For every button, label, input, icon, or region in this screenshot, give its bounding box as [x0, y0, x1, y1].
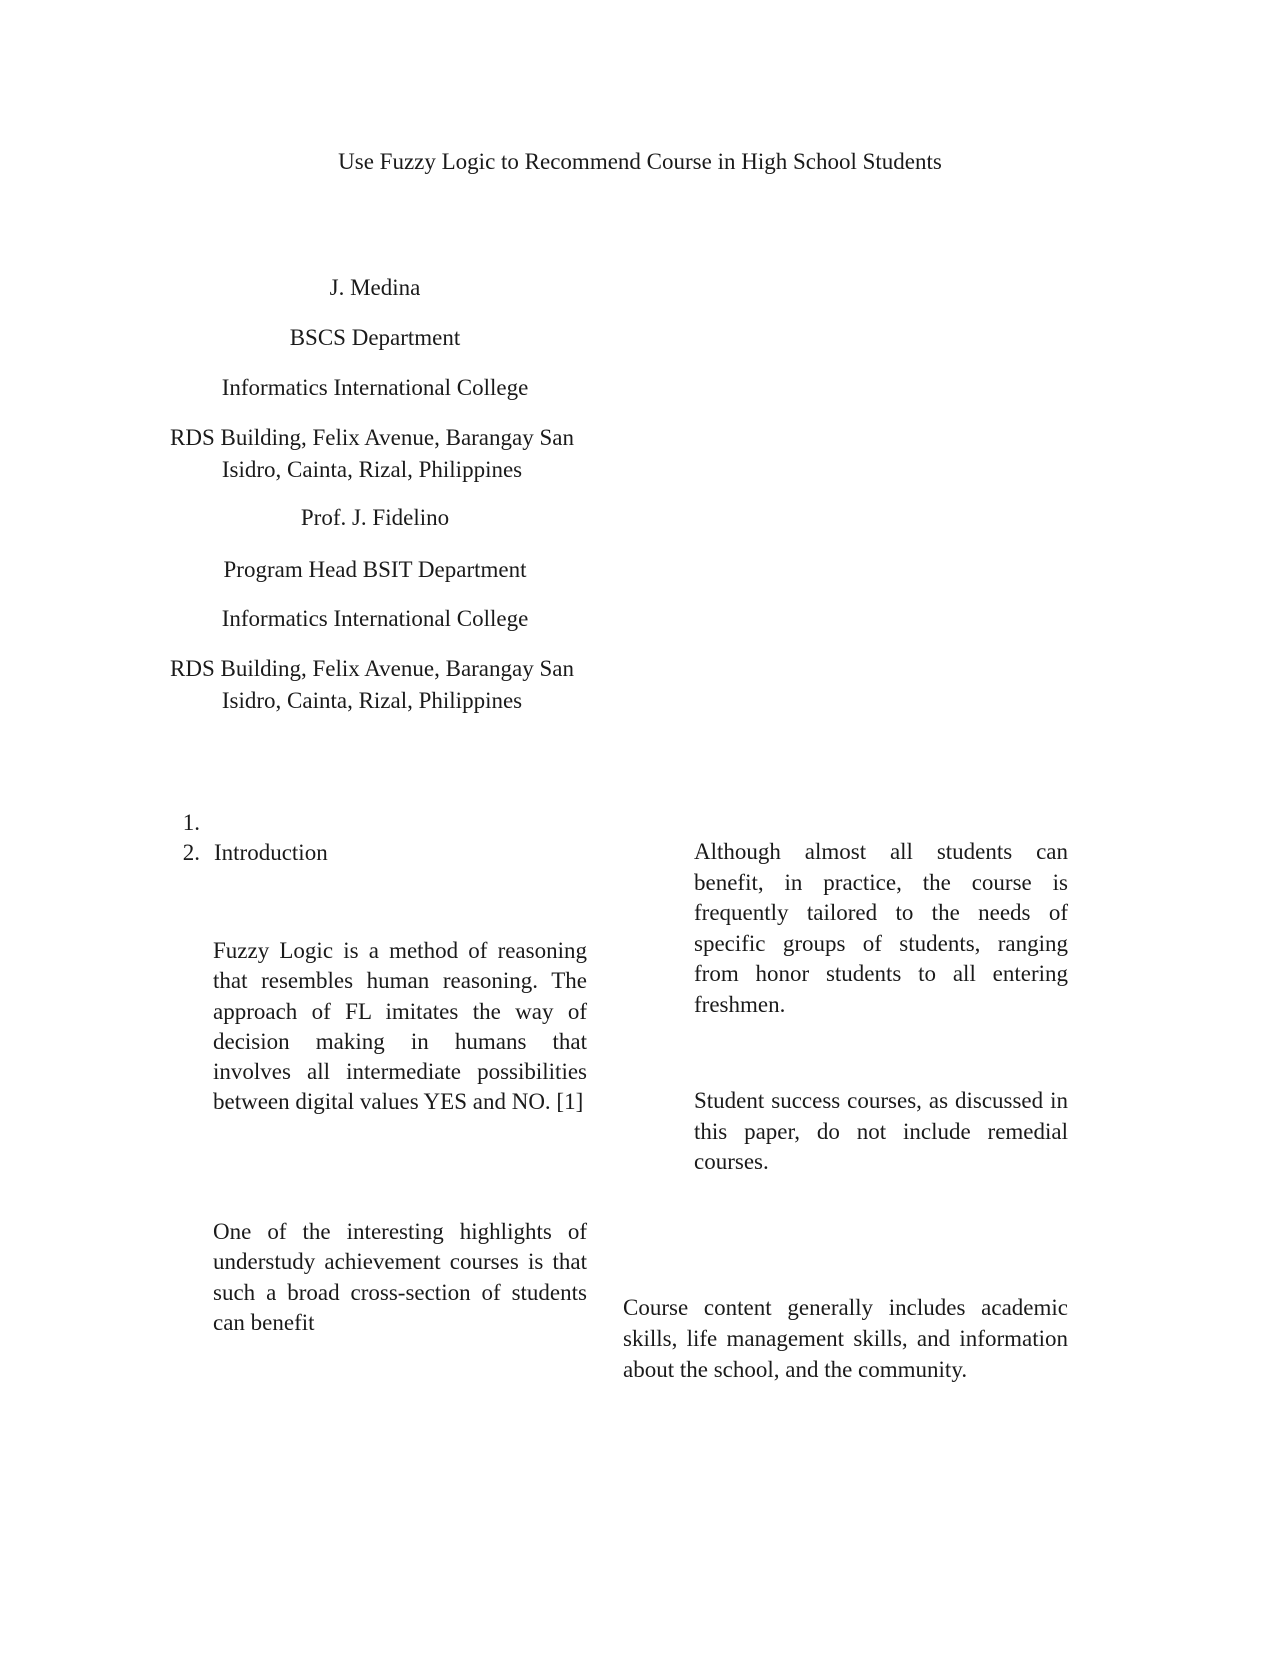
left-paragraph-1: Fuzzy Logic is a method of reasoning that resembles human reasoning. The approach of FL imitates the way of decision making in humans that involves all intermediate possibilities between digital values YES and NO. [1]	[213, 938, 587, 1115]
author-2-name: Prof. J. Fidelino	[300, 505, 450, 530]
right-paragraph-2: Student success courses, as discussed in this paper, do not include remedial courses.	[694, 1088, 1068, 1174]
list-number-2: 2.	[182, 840, 200, 865]
paper-title: Use Fuzzy Logic to Recommend Course in High School Students	[338, 149, 942, 174]
author-1-name: J. Medina	[329, 275, 421, 300]
author-1-department: BSCS Department	[289, 325, 461, 350]
author-2-department: Program Head BSIT Department	[223, 557, 527, 582]
author-1-institution: Informatics International College	[221, 375, 529, 400]
left-paragraph-2: One of the interesting highlights of understudy achievement courses is that such a broad cross-section of students can benefit	[213, 1219, 587, 1335]
right-paragraph-1: Although almost all students can benefit, in practice, the course is frequently tailored to the needs of specific groups of students, ranging from honor students to all entering freshmen.	[694, 839, 1068, 1017]
section-heading-introduction: Introduction	[214, 840, 328, 865]
list-number-1: 1.	[182, 810, 200, 835]
author-2-institution: Informatics International College	[221, 606, 529, 631]
author-1-address: RDS Building, Felix Avenue, Barangay San Isidro, Cainta, Rizal, Philippines	[170, 425, 574, 482]
right-paragraph-3: Course content generally includes academic skills, life management skills, and information about the school, and the community.	[623, 1295, 1068, 1382]
author-2-address: RDS Building, Felix Avenue, Barangay San Isidro, Cainta, Rizal, Philippines	[170, 656, 574, 713]
